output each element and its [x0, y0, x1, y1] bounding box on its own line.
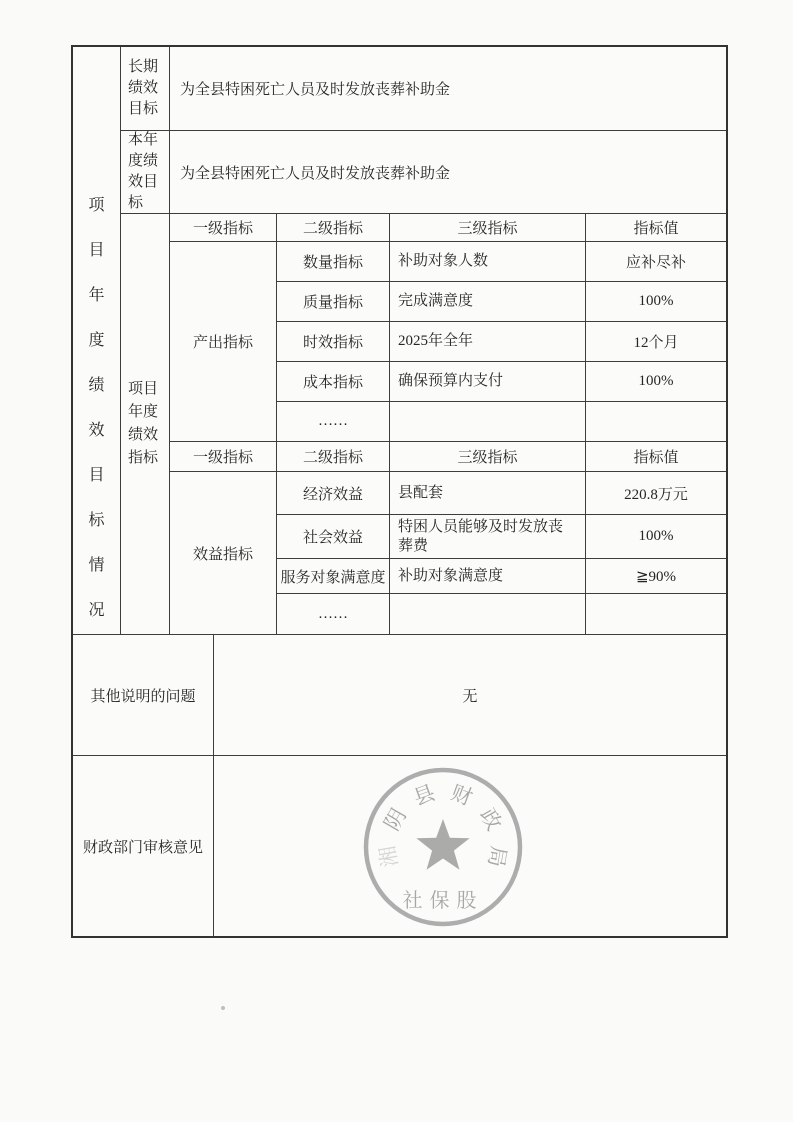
long-term-goal-label-cell: [121, 47, 170, 130]
cell-level2: 时效指标: [276, 321, 389, 361]
seal-star: [416, 819, 469, 870]
cell-value: 应补尽补: [585, 241, 726, 281]
finance-review-row: [73, 755, 726, 937]
seal-org-char: 县: [410, 780, 439, 811]
header-level3: 三级指标: [389, 441, 585, 471]
indicator-section-label: 项目年度绩效指标: [128, 381, 159, 466]
header-level2: 二级指标: [276, 441, 389, 471]
cell-value: 100%: [585, 361, 726, 401]
long-term-goal-label: 长期绩效目标: [128, 59, 159, 117]
cell-level3: [389, 401, 585, 441]
header-level1: 一级指标: [192, 221, 253, 237]
seal-org-char: 湘: [375, 844, 403, 869]
cell-level3: 2025年全年: [389, 321, 585, 361]
cell-value: [585, 401, 726, 441]
indicator-table: [170, 214, 726, 634]
vertical-section-title: 项 目 年 度 绩 效 目 标 情 况: [73, 47, 121, 634]
header-level1: 一级指标: [170, 441, 276, 471]
cell-level3: 补助对象满意度: [389, 558, 585, 593]
other-issues-row: [73, 634, 726, 755]
annual-goal-value: 为全县特困死亡人员及时发放丧葬补助金: [180, 165, 451, 182]
cell-level2: 成本指标: [276, 361, 389, 401]
cell-level3: [389, 593, 585, 634]
annual-goal-label: 本年度绩效目标: [128, 132, 159, 211]
long-term-goal-value: 为全县特困死亡人员及时发放丧葬补助金: [180, 82, 451, 98]
seal-org-char: 政: [474, 804, 507, 835]
cell-level2: 质量指标: [276, 281, 389, 321]
seal-org-char: 阴: [379, 804, 412, 835]
other-issues-label: 其他说明的问题: [73, 635, 214, 755]
performance-target-form-table: [71, 45, 728, 938]
other-issues-value: 无: [462, 688, 478, 705]
official-seal: [357, 761, 529, 933]
group-benefit-label: 效益指标: [170, 471, 276, 634]
seal-org-char: 局: [483, 844, 511, 869]
cell-value: 12个月: [585, 321, 726, 361]
cell-level3: 县配套: [389, 471, 585, 514]
cell-value: [585, 593, 726, 634]
long-term-goal-row: [121, 47, 726, 131]
cell-level2: 服务对象满意度: [276, 558, 389, 593]
indicator-section-label-cell: [121, 214, 170, 634]
header-value: 指标值: [585, 214, 726, 241]
cell-value: ≧90%: [585, 558, 726, 593]
cell-level2-ellipsis: ……: [276, 593, 389, 634]
annual-goal-row: [121, 131, 726, 214]
finance-review-label: 财政部门审核意见: [73, 756, 214, 937]
performance-target-section: [73, 47, 726, 634]
scan-speck: [221, 1006, 225, 1010]
cell-level3: 确保预算内支付: [389, 361, 585, 401]
seal-org-char: 财: [447, 780, 476, 811]
finance-review-content: [214, 756, 726, 937]
seal-dept-text: 社保股: [402, 890, 484, 912]
cell-level3: 特困人员能够及时发放丧葬费: [389, 514, 585, 558]
indicator-block: [121, 214, 726, 634]
group-output-label: 产出指标: [170, 241, 276, 441]
header-value: 指标值: [585, 441, 726, 471]
cell-level2: 数量指标: [276, 241, 389, 281]
cell-level2: 经济效益: [276, 471, 389, 514]
header-level3: 三级指标: [389, 214, 585, 241]
cell-level2-ellipsis: ……: [276, 401, 389, 441]
cell-level2: 社会效益: [276, 514, 389, 558]
cell-value: 100%: [585, 281, 726, 321]
cell-level3: 补助对象人数: [389, 241, 585, 281]
cell-level3: 完成满意度: [389, 281, 585, 321]
cell-value: 100%: [585, 514, 726, 558]
cell-value: 220.8万元: [585, 471, 726, 514]
annual-goal-label-cell: [121, 131, 170, 213]
header-level2: 二级指标: [276, 214, 389, 241]
